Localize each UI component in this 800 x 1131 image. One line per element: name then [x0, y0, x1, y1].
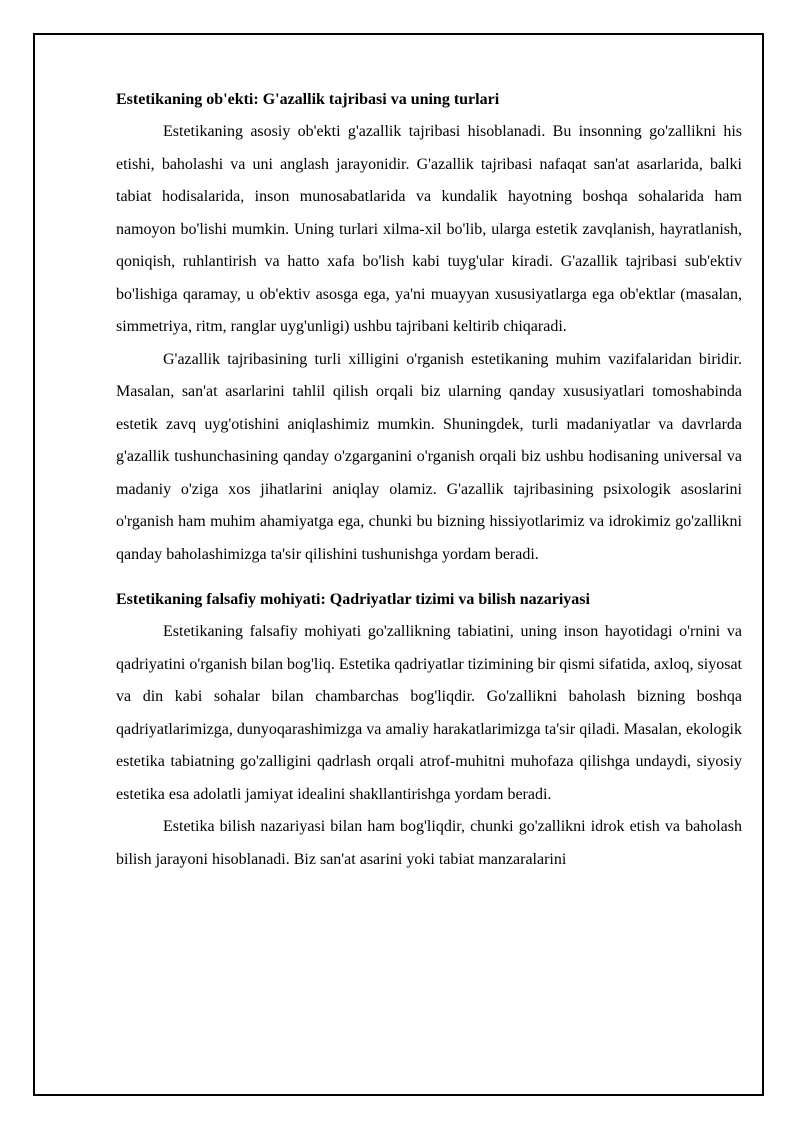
paragraph: Estetika bilish nazariyasi bilan ham bog'liqdir, chunki go'zallikni idrok etish va baholash bilish jarayoni hisoblanadi. Biz san'at asarini yoki tabiat manzaralarini: [116, 818, 742, 868]
section-heading: Estetikaning falsafiy mohiyati: Qadriyatlar tizimi va bilish nazariyasi: [116, 591, 590, 608]
section-heading: Estetikaning ob'ekti: G'azallik tajribasi va uning turlari: [116, 91, 500, 108]
paragraph: Estetikaning asosiy ob'ekti g'azallik tajribasi hisoblanadi. Bu insonning go'zallikni his etishi, baholashi va uni anglash jarayonidir. G'azallik tajribasi nafaqat san'at asarlarida, balki tabiat hodisalarida, inson munosabatlarida va kundalik hayotning boshqa sohalarida ham namoyon bo'lishi mumkin. Uning turlari xilma-xil bo'lib, ularga estetik zavqlanish, hayratlanish, qoniqish, ruhlantirish va hatto xafa bo'lish kabi tuyg'ular kiradi. G'azallik tajribasi sub'ektiv bo'lishiga qaramay, u ob'ektiv asosga ega, ya'ni muayyan xususiyatlarga ega ob'ektlar (masalan, simmetriya, ritm, ranglar uyg'unligi) ushbu tajribani keltirib chiqaradi.: [116, 123, 742, 335]
document-body: [116, 84, 742, 876]
paragraph: Estetikaning falsafiy mohiyati go'zallikning tabiatini, uning inson hayotidagi o'rnini va qadriyatini o'rganish bilan bog'liq. Estetika qadriyatlar tizimining bir qismi sifatida, axloq, siyosat va din kabi sohalar bilan chambarchas bog'liqdir. Go'zallikni baholash bizning boshqa qadriyatlarimizga, dunyoqarashimizga va amaliy harakatlarimizga ta'sir qiladi. Masalan, ekologik estetika tabiatning go'zalligini qadrlash orqali atrof-muhitni muhofaza qilishga undaydi, siyosiy estetika esa adolatli jamiyat idealini shakllantirishga yordam beradi.: [116, 623, 742, 803]
paragraph: G'azallik tajribasining turli xilligini o'rganish estetikaning muhim vazifalaridan biridir. Masalan, san'at asarlarini tahlil qilish orqali biz ularning qanday xususiyatlari tomoshabinda estetik zavq uyg'otishini aniqlashimiz mumkin. Shuningdek, turli madaniyatlar va davrlarda g'azallik tushunchasining qanday o'zgarganini o'rganish orqali biz ushbu hodisaning universal va madaniy o'ziga xos jihatlarini aniqlay olamiz. G'azallik tajribasining psixologik asoslarini o'rganish ham muhim ahamiyatga ega, chunki bu bizning hissiyotlarimiz va idrokimiz go'zallikni qanday baholashimizga ta'sir qilishini tushunishga yordam beradi.: [116, 350, 742, 563]
